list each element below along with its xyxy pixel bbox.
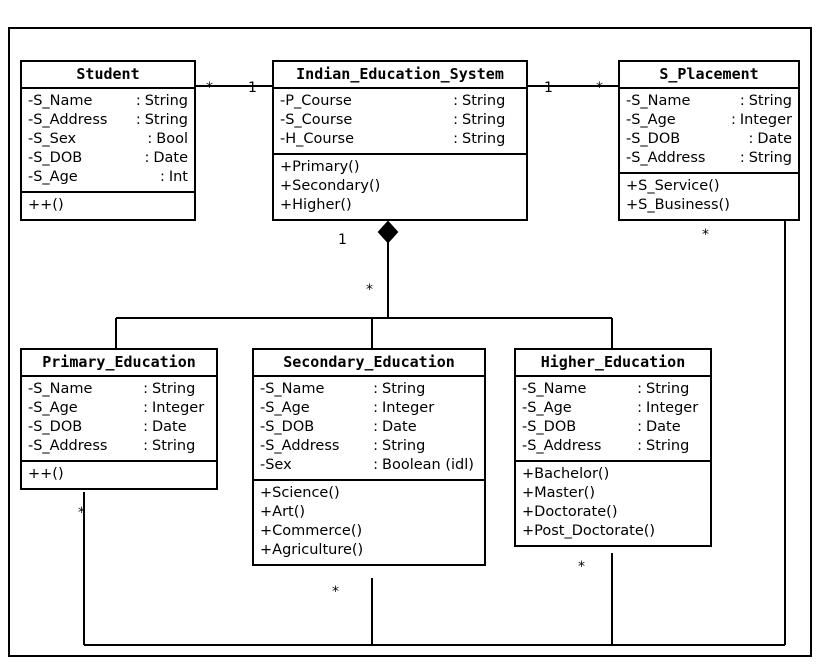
attribute-row: -H_Course : String bbox=[280, 131, 506, 147]
attribute-row: -S_Address : String bbox=[260, 438, 426, 454]
class-box-secondary-education[interactable] bbox=[252, 348, 486, 566]
class-box-student[interactable] bbox=[20, 60, 196, 221]
class-box-indian-education-system[interactable] bbox=[272, 60, 528, 221]
multiplicity-secondary-bottom-end: * bbox=[332, 584, 339, 600]
attribute-row: -S_DOB : Date bbox=[626, 131, 792, 147]
class-box-s-placement[interactable] bbox=[618, 60, 800, 221]
attribute-row: -S_Address : String bbox=[626, 150, 792, 166]
class-operations-secondary-education bbox=[254, 479, 484, 564]
operation-row: +S_Service() bbox=[626, 178, 720, 194]
multiplicity-ies-left-end: 1 bbox=[248, 80, 257, 96]
operation-row: +Higher() bbox=[280, 197, 352, 213]
multiplicity-ies-composite-end: 1 bbox=[338, 232, 347, 248]
class-box-primary-education[interactable] bbox=[20, 348, 218, 490]
operation-row: +Science() bbox=[260, 485, 340, 501]
attribute-row: -S_Name : String bbox=[626, 93, 792, 109]
class-attributes-student bbox=[22, 89, 194, 191]
class-operations-indian-education-system bbox=[274, 153, 526, 219]
multiplicity-higher-bottom-end: * bbox=[578, 559, 585, 575]
attribute-row: -S_Name : String bbox=[522, 381, 690, 397]
attribute-row: -S_Age : Int bbox=[28, 169, 188, 185]
operation-row: +Art() bbox=[260, 504, 306, 520]
multiplicity-education-branch-end: * bbox=[366, 282, 373, 298]
attribute-row: -S_Sex : Bool bbox=[28, 131, 188, 147]
attribute-row: -S_Age : Integer bbox=[522, 400, 699, 416]
class-attributes-secondary-education bbox=[254, 377, 484, 479]
operation-row: +Bachelor() bbox=[522, 466, 610, 482]
operation-row: ++() bbox=[28, 466, 64, 482]
attribute-row: -S_DOB : Date bbox=[28, 150, 188, 166]
attribute-row: -S_Name : String bbox=[28, 93, 188, 109]
class-title-indian-education-system: Indian_Education_System bbox=[274, 62, 526, 89]
attribute-row: -S_Address : String bbox=[28, 112, 188, 128]
class-attributes-indian-education-system bbox=[274, 89, 526, 153]
class-title-secondary-education: Secondary_Education bbox=[254, 350, 484, 377]
class-title-s-placement: S_Placement bbox=[620, 62, 798, 89]
operation-row: +Master() bbox=[522, 485, 595, 501]
operation-row: +S_Business() bbox=[626, 197, 730, 213]
attribute-row: -S_Age : Integer bbox=[28, 400, 205, 416]
multiplicity-ies-right-end: 1 bbox=[544, 80, 553, 96]
attribute-row: -S_Age : Integer bbox=[626, 112, 792, 128]
class-title-primary-education: Primary_Education bbox=[22, 350, 216, 377]
attribute-row: -S_Name : String bbox=[28, 381, 196, 397]
class-attributes-primary-education bbox=[22, 377, 216, 460]
class-attributes-higher-education bbox=[516, 377, 710, 460]
class-operations-s-placement bbox=[620, 172, 798, 219]
operation-row: +Doctorate() bbox=[522, 504, 618, 520]
attribute-row: -P_Course : String bbox=[280, 93, 506, 109]
operation-row: +Agriculture() bbox=[260, 542, 364, 558]
attribute-row: -S_Address : String bbox=[28, 438, 196, 454]
class-attributes-s-placement bbox=[620, 89, 798, 172]
operation-row: +Post_Doctorate() bbox=[522, 523, 656, 539]
multiplicity-student-end: * bbox=[206, 80, 213, 96]
operation-row: +Primary() bbox=[280, 159, 360, 175]
attribute-row: -Sex : Boolean (idl) bbox=[260, 457, 474, 473]
attribute-row: -S_Course : String bbox=[280, 112, 506, 128]
operation-row: +Secondary() bbox=[280, 178, 381, 194]
class-operations-student bbox=[22, 191, 194, 219]
multiplicity-primary-bottom-end: * bbox=[78, 505, 85, 521]
attribute-row: -S_Name : String bbox=[260, 381, 426, 397]
attribute-row: -S_Address : String bbox=[522, 438, 690, 454]
attribute-row: -S_DOB : Date bbox=[522, 419, 681, 435]
class-title-student: Student bbox=[22, 62, 194, 89]
class-title-higher-education: Higher_Education bbox=[516, 350, 710, 377]
operation-row: +Commerce() bbox=[260, 523, 363, 539]
attribute-row: -S_DOB : Date bbox=[260, 419, 417, 435]
attribute-row: -S_Age : Integer bbox=[260, 400, 435, 416]
class-operations-higher-education bbox=[516, 460, 710, 545]
multiplicity-placement-end: * bbox=[596, 80, 603, 96]
operation-row: ++() bbox=[28, 197, 64, 213]
multiplicity-placement-bottom-end: * bbox=[702, 227, 709, 243]
attribute-row: -S_DOB : Date bbox=[28, 419, 187, 435]
class-operations-primary-education bbox=[22, 460, 216, 488]
class-box-higher-education[interactable] bbox=[514, 348, 712, 547]
